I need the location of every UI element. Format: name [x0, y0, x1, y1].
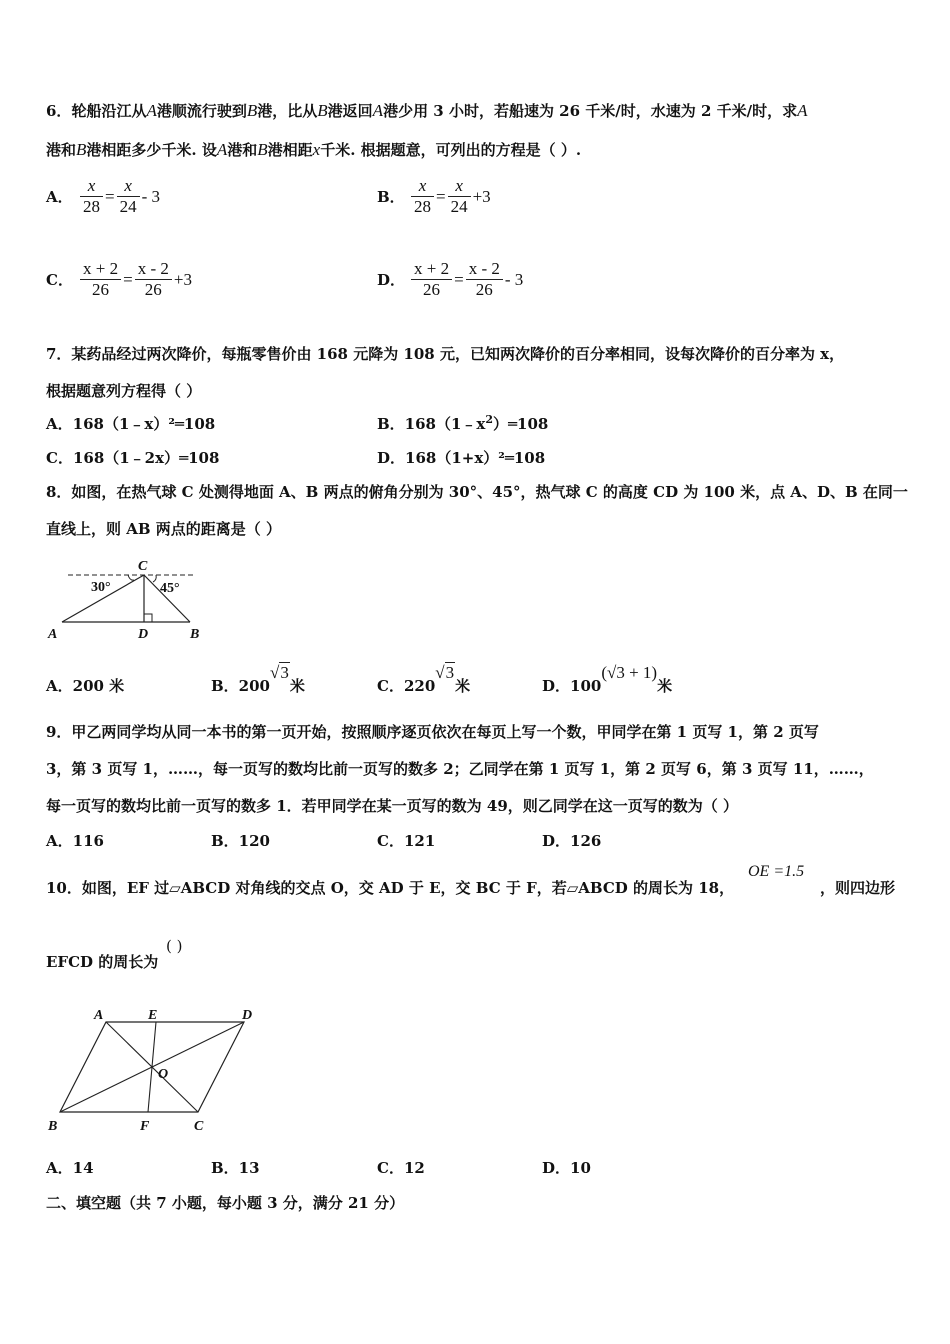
q7-option-c[interactable]: C．168（1﹣2x）═108	[46, 449, 220, 467]
q7-option-b[interactable]: B．$168(1﹣x^2)═108$	[377, 413, 549, 433]
q9-line2: 3，第 3 页写 1，……，每一页写的数均比前一页写的数多 2；乙同学在第 1 页写 1，第 2 页写 6，第 3 页写 11，……，	[46, 760, 874, 778]
q8-option-c[interactable]: C．220√3米	[377, 663, 471, 695]
q10-option-d[interactable]: D．10	[542, 1159, 591, 1177]
q8-option-b[interactable]: B．200√3米	[211, 663, 305, 695]
q6-option-d[interactable]: D． $\frac{x + 2}{26}$ = $\frac{x - 2}{26}$ - 3	[377, 259, 524, 299]
q10-option-a[interactable]: A．14	[46, 1159, 94, 1177]
q8-line1: 8．如图，在热气球 C 处测得地面 A、B 两点的俯角分别为 30°、45°，热气球 C 的高度 CD 为 100 米，点 A、D、B 在同一	[46, 483, 908, 501]
q10-figure	[44, 1003, 274, 1138]
fig8-angle-30: 30°	[91, 580, 111, 595]
q9-option-b[interactable]: B．120	[211, 832, 270, 850]
q10-line2: EFCD 的周长为	[46, 953, 159, 971]
q8-option-d[interactable]: D．100(√3 + 1)米	[542, 663, 673, 695]
q8-option-a[interactable]: A．200 米	[46, 677, 125, 695]
q10-option-c[interactable]: C．12	[377, 1159, 425, 1177]
q8-line2: 直线上，则 AB 两点的距离是（ ）	[46, 520, 281, 538]
fig10-label-a: A	[94, 1008, 104, 1023]
fig10-label-b: B	[48, 1119, 58, 1134]
q10-option-b[interactable]: B．13	[211, 1159, 260, 1177]
q10-oe-expr: OE =1.5	[748, 863, 805, 880]
q9-line1: 9．甲乙两同学均从同一本书的第一页开始，按照顺序逐页依次在每页上写一个数，甲同学在第 1 页写 1，第 2 页写	[46, 723, 819, 741]
fig8-label-b: B	[190, 627, 200, 642]
fig10-label-d: D	[242, 1008, 253, 1023]
section-2-heading: 二、填空题（共 7 小题，每小题 3 分，满分 21 分）	[46, 1194, 405, 1212]
fig10-label-c: C	[194, 1119, 204, 1134]
q10-answer-paren: ( )	[166, 937, 183, 955]
fig8-angle-45: 45°	[160, 581, 180, 596]
q6-line1: 6．轮船沿江从A港顺流行驶到B港，比从B港返回A港少用 3 小时，若船速为 26 千米/时，水速为 2 千米/时，求A	[46, 101, 808, 120]
q6-line2: 港和B港相距多少千米. 设A港和B港相距x千米. 根据题意，可列出的方程是（ ）.	[46, 140, 582, 159]
q6-option-c[interactable]: C． $\frac{x + 2}{26}$ = $\frac{x - 2}{26}$ +3	[46, 259, 192, 299]
q7-line1: 7．某药品经过两次降价，每瓶零售价由 168 元降为 108 元，已知两次降价的百分率相同，设每次降价的百分率为 x，	[46, 345, 845, 363]
q9-line3: 每一页写的数均比前一页写的数多 1．若甲同学在某一页写的数为 49，则乙同学在这一页写的数为（ ）	[46, 797, 738, 815]
fig8-label-a: A	[48, 627, 58, 642]
q6-option-a[interactable]: A． $\frac{x}{28}$ = $\frac{x}{24}$ - 3	[46, 176, 161, 216]
q7-option-a[interactable]: A．168（1﹣x）²═108	[46, 415, 216, 433]
fig8-label-d: D	[138, 627, 149, 642]
q10-line1-end: ，则四边形	[820, 879, 896, 897]
fig8-label-c: C	[138, 559, 148, 574]
q6-option-b[interactable]: B． $\frac{x}{28}$ = $\frac{x}{24}$ +3	[377, 176, 491, 216]
q9-option-d[interactable]: D．126	[542, 832, 602, 850]
q9-option-a[interactable]: A．116	[46, 832, 104, 850]
q7-line2: 根据题意列方程得（ ）	[46, 382, 202, 400]
q9-option-c[interactable]: C．121	[377, 832, 436, 850]
q7-option-d[interactable]: D．168（1+x）²═108	[377, 449, 546, 467]
fig10-label-o: O	[158, 1067, 169, 1082]
q8-figure	[44, 556, 214, 646]
q10-line1: 10．如图，EF 过▱ABCD 对角线的交点 O，交 AD 于 E，交 BC 于 F，若▱ABCD 的周长为 18，	[46, 879, 735, 897]
fig10-label-f: F	[140, 1119, 150, 1134]
fig10-label-e: E	[148, 1008, 158, 1023]
